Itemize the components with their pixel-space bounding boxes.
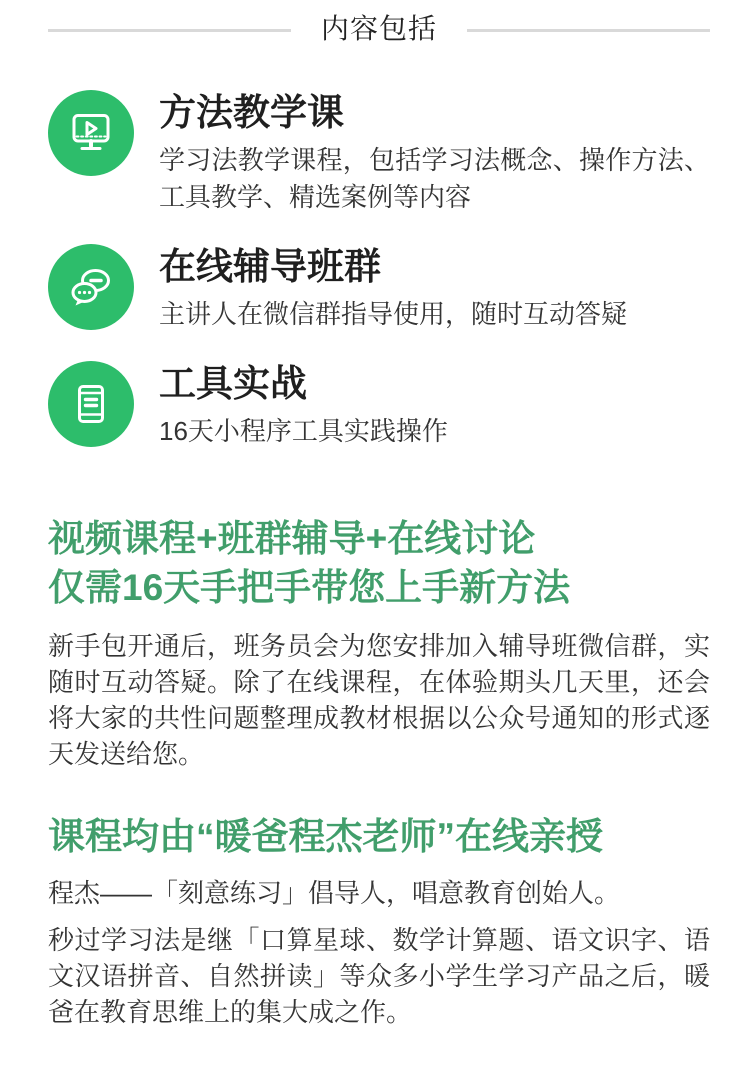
- promo-heading-line1: 视频课程+班群辅导+在线讨论: [48, 518, 536, 559]
- header-left-divider: [48, 29, 291, 32]
- teacher-heading: 课程均由“暖爸程杰老师”在线亲授: [48, 816, 603, 857]
- feature-list: [48, 90, 710, 450]
- promo-paragraph: 新手包开通后，班务员会为您安排加入辅导班微信群，实随时互动答疑。除了在线课程，在体验期头几天里，还会将大家的共性问题整理成教材根据以公众号通知的形式逐天发送给您。: [48, 631, 710, 769]
- feature-description: 学习法教学课程，包括学习法概念、操作方法、工具教学、精选案例等内容: [159, 145, 710, 212]
- document-icon: [48, 361, 134, 447]
- chat-bubbles-icon: [48, 244, 134, 330]
- feature-text-block: [159, 361, 448, 450]
- promo-heading-line2: 仅需16天手把手带您上手新方法: [48, 567, 571, 608]
- feature-row-method-course: [48, 90, 710, 216]
- teacher-paragraph: 秒过学习法是继「口算星球、数学计算题、语文识字、语文汉语拼音、自然拼读」等众多小学生学习产品之后，暖爸在教育思维上的集大成之作。: [48, 925, 710, 1027]
- section-header-title: 内容包括: [321, 13, 438, 44]
- section-header: [48, 6, 710, 48]
- feature-text-block: [159, 90, 710, 216]
- feature-row-tool-practice: [48, 361, 710, 450]
- monitor-play-icon: [48, 90, 134, 176]
- feature-description: 主讲人在微信群指导使用，随时互动答疑: [159, 299, 628, 329]
- feature-title: 在线辅导班群: [159, 246, 381, 287]
- feature-row-tutoring-group: [48, 244, 710, 333]
- teacher-section: [48, 812, 710, 1030]
- promo-section: [48, 514, 710, 772]
- feature-title: 工具实战: [159, 363, 307, 404]
- teacher-intro-line: 程杰——「刻意练习」倡导人，唱意教育创始人。: [48, 878, 621, 908]
- header-right-divider: [467, 29, 710, 32]
- feature-description: 16天小程序工具实践操作: [159, 416, 448, 446]
- feature-text-block: [159, 244, 627, 333]
- feature-title: 方法教学课: [159, 92, 344, 133]
